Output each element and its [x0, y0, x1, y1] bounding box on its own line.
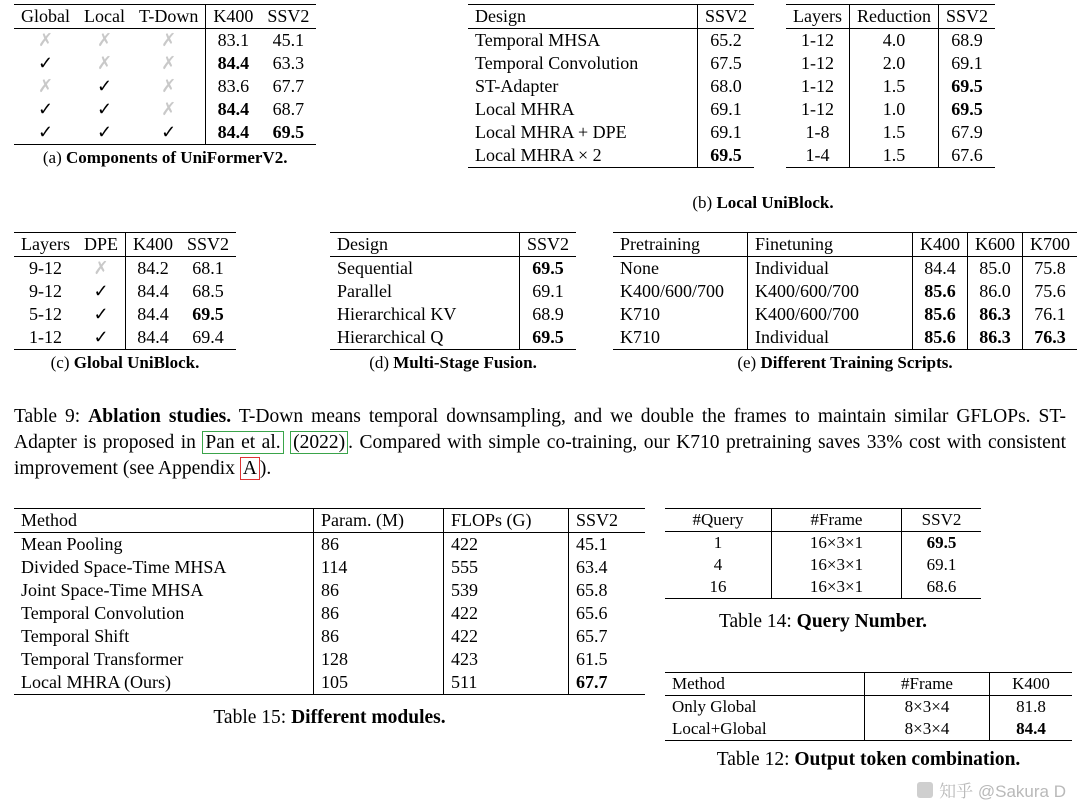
table-row: [665, 576, 981, 599]
cell-global: ✓: [37, 99, 54, 119]
cell-query: 1: [713, 533, 723, 552]
cell-reduction: 2.0: [849, 52, 938, 75]
table-row: [468, 52, 754, 75]
cell-local: ✓: [96, 76, 113, 96]
cell-ssv2: 63.4: [569, 556, 646, 579]
col-k600: K600: [968, 233, 1023, 257]
cell-k700: 75.6: [1023, 280, 1078, 303]
table-row: [14, 280, 236, 303]
caption-text: Local UniBlock.: [716, 193, 834, 212]
table-row: [786, 75, 995, 98]
cell-k400: 81.8: [990, 696, 1073, 719]
caption-text: Output token combination.: [794, 749, 1021, 770]
cell-ssv2: 68.5: [192, 281, 224, 301]
cell-finetuning: K400/600/700: [748, 303, 913, 326]
cell-reduction: 4.0: [849, 29, 938, 53]
table9-title: Ablation studies.: [88, 406, 232, 427]
col-k400: K400: [126, 233, 181, 257]
col-local: Local: [77, 5, 132, 29]
cell-frame: 16×3×1: [772, 554, 902, 576]
cell-layers: 9-12: [28, 258, 62, 278]
cell-ssv2: 69.5: [520, 326, 577, 350]
cell-flops: 555: [444, 556, 569, 579]
caption-output-token: [665, 749, 1072, 771]
caption-multi-stage-fusion: [330, 353, 576, 373]
col-tdown: T-Down: [132, 5, 206, 29]
cell-ssv2: 69.1: [938, 52, 995, 75]
table-query-number: [665, 508, 981, 633]
table-row: [14, 303, 236, 326]
cell-k400: 84.4: [206, 98, 261, 121]
cell-dpe: ✓: [93, 304, 109, 324]
cell-flops: 422: [444, 625, 569, 648]
appendix-link-a[interactable]: A: [240, 457, 260, 480]
citation-link-year[interactable]: (2022): [290, 431, 348, 454]
cell-k400: 83.1: [206, 29, 261, 53]
cell-local: ✓: [96, 99, 113, 119]
table-row: [14, 52, 316, 75]
cell-pretraining: K400/600/700: [620, 281, 725, 301]
cell-finetuning: Individual: [748, 257, 913, 281]
cell-layers: 1-12: [800, 99, 834, 119]
col-design: Design: [330, 233, 520, 257]
table-row: [665, 532, 981, 555]
table-row: [330, 280, 576, 303]
col-ssv2: SSV2: [569, 509, 646, 533]
cell-k400: 85.6: [913, 303, 968, 326]
table-header-row: [786, 5, 995, 29]
cell-local: ✗: [96, 53, 113, 73]
caption-modules: [14, 707, 645, 729]
cell-ssv2: 68.1: [192, 258, 224, 278]
cell-flops: 539: [444, 579, 569, 602]
cell-design: Hierarchical Q: [330, 326, 520, 350]
cell-ssv2: 69.1: [698, 98, 755, 121]
caption-text: Global UniBlock.: [73, 353, 200, 372]
cell-reduction: 1.5: [849, 144, 938, 168]
cell-ssv2: 65.7: [569, 625, 646, 648]
table-row: [14, 579, 645, 602]
col-ssv2: SSV2: [260, 5, 316, 29]
caption-text: Different Training Scripts.: [760, 353, 953, 372]
col-pretraining: Pretraining: [613, 233, 748, 257]
cell-ssv2: 67.7: [272, 76, 305, 96]
cell-reduction: 1.0: [849, 98, 938, 121]
cell-k400: 84.4: [206, 52, 261, 75]
cell-flops: 422: [444, 533, 569, 557]
table-local-uniblock: [468, 4, 754, 168]
cell-layers: 1-12: [800, 30, 834, 50]
table-row: [14, 257, 236, 281]
table-training-scripts: [613, 232, 1077, 373]
col-ssv2: SSV2: [698, 5, 755, 29]
table-row: [665, 718, 1072, 741]
cell-ssv2: 68.9: [938, 29, 995, 53]
citation-link-pan[interactable]: Pan et al.: [202, 431, 283, 454]
cell-param: 86: [314, 602, 444, 625]
table-header-row: [613, 233, 1077, 257]
table-row: [468, 144, 754, 168]
cell-k400: 84.4: [126, 280, 181, 303]
table-row: [786, 121, 995, 144]
caption-label: (e): [737, 353, 757, 372]
cell-tdown: ✓: [132, 121, 206, 145]
table-header-row: [468, 5, 754, 29]
col-frame: #Frame: [772, 509, 902, 532]
table-header-row: [330, 233, 576, 257]
cell-design: Parallel: [337, 281, 392, 301]
table-row: [14, 326, 236, 350]
cell-design: Hierarchical KV: [337, 304, 457, 324]
caption-label: (d): [369, 353, 390, 372]
table-header-row: [665, 509, 981, 532]
cell-ssv2: 68.7: [272, 99, 305, 119]
col-k400: K400: [206, 5, 261, 29]
table-components: [14, 4, 316, 168]
cell-pretraining: K710: [620, 304, 660, 324]
cell-design: Temporal MHSA: [475, 30, 601, 50]
cell-ssv2: 69.5: [260, 121, 316, 145]
cell-method: Divided Space-Time MHSA: [21, 557, 227, 577]
col-method: Method: [665, 673, 865, 696]
table-row: [468, 98, 754, 121]
col-param: Param. (M): [314, 509, 444, 533]
table-row: [786, 98, 995, 121]
table-global-uniblock: [14, 232, 236, 373]
watermark-text: 知乎 @Sakura D: [939, 782, 1066, 801]
table-row: [786, 144, 995, 168]
watermark: [917, 777, 1066, 802]
cell-ssv2: 69.5: [520, 257, 577, 281]
col-design: Design: [468, 5, 698, 29]
cell-ssv2: 45.1: [569, 533, 646, 557]
cell-frame: 8×3×4: [865, 696, 990, 719]
caption-text: Query Number.: [796, 611, 928, 632]
col-ssv2: SSV2: [938, 5, 995, 29]
table9-text-part2: . Compared with simple co-training, our K710 pretraining saves 33% cost with consistent improvement (see Appendix: [14, 432, 1066, 479]
col-query: #Query: [665, 509, 772, 532]
caption-local-uniblock: [468, 193, 1058, 213]
cell-param: 86: [314, 579, 444, 602]
table-header-row: [665, 673, 1072, 696]
caption-label: Table 14:: [718, 611, 792, 632]
table-multi-stage-fusion: [330, 232, 576, 373]
col-finetuning: Finetuning: [748, 233, 913, 257]
cell-dpe: ✗: [93, 258, 109, 278]
table-row: [786, 29, 995, 53]
cell-k400: 84.2: [126, 257, 181, 281]
table-header-row: [14, 509, 645, 533]
cell-global: ✓: [37, 53, 54, 73]
cell-design: Local MHRA: [475, 99, 575, 119]
caption-text: Components of UniFormerV2.: [66, 148, 288, 167]
cell-method: Temporal Shift: [21, 626, 130, 646]
cell-ssv2: 65.6: [569, 602, 646, 625]
col-dpe: DPE: [77, 233, 126, 257]
cell-param: 86: [314, 625, 444, 648]
table-row: [14, 75, 316, 98]
table-layers-reduction: [786, 4, 995, 168]
col-frame: #Frame: [865, 673, 990, 696]
cell-layers: 1-12: [800, 53, 834, 73]
table-row: [330, 326, 576, 350]
cell-k400: 85.6: [913, 326, 968, 350]
col-k700: K700: [1023, 233, 1078, 257]
cell-layers: 1-8: [805, 122, 830, 142]
caption-text: Different modules.: [291, 707, 446, 728]
table-row: [613, 303, 1077, 326]
cell-ssv2: 67.5: [698, 52, 755, 75]
cell-local: ✗: [96, 30, 113, 50]
caption-label: (a): [42, 148, 62, 167]
cell-ssv2: 67.6: [938, 144, 995, 168]
caption-text: Multi-Stage Fusion.: [393, 353, 537, 372]
cell-k400: 84.4: [126, 326, 181, 350]
table-header-row: [14, 5, 316, 29]
cell-ssv2: 69.5: [698, 144, 755, 168]
cell-k600: 86.3: [968, 303, 1023, 326]
cell-ssv2: 67.9: [938, 121, 995, 144]
table-row: [14, 625, 645, 648]
cell-design: Sequential: [337, 258, 413, 278]
cell-design: Temporal Convolution: [475, 53, 639, 73]
col-k400: K400: [913, 233, 968, 257]
cell-ssv2: 69.5: [192, 304, 224, 324]
cell-reduction: 1.5: [849, 75, 938, 98]
cell-query: 16: [665, 576, 772, 599]
cell-k400: 84.4: [126, 303, 181, 326]
table-row: [613, 280, 1077, 303]
cell-k400: 84.4: [913, 257, 968, 281]
cell-ssv2: 68.9: [520, 303, 577, 326]
cell-k600: 86.0: [968, 280, 1023, 303]
watermark-logo-icon: [917, 782, 933, 798]
table-row: [14, 648, 645, 671]
table-row: [14, 556, 645, 579]
cell-k600: 86.3: [968, 326, 1023, 350]
cell-k400: 83.6: [206, 75, 261, 98]
cell-design: ST-Adapter: [475, 76, 559, 96]
cell-ssv2: 69.5: [902, 532, 982, 555]
cell-tdown: ✗: [161, 30, 177, 50]
cell-layers: 1-4: [786, 144, 849, 168]
cell-local: ✓: [77, 121, 132, 145]
cell-pretraining: None: [620, 258, 659, 278]
table-row: [14, 671, 645, 695]
cell-param: 86: [314, 533, 444, 557]
cell-method: Only Global: [672, 697, 757, 716]
col-flops: FLOPs (G): [444, 509, 569, 533]
col-layers: Layers: [14, 233, 77, 257]
col-reduction: Reduction: [849, 5, 938, 29]
cell-k700: 76.1: [1023, 303, 1078, 326]
caption-query-number: [665, 611, 981, 633]
cell-design: Local MHRA × 2: [468, 144, 698, 168]
cell-global: ✗: [37, 76, 54, 96]
cell-dpe: ✓: [77, 326, 126, 350]
cell-method: Mean Pooling: [21, 534, 123, 554]
cell-flops: 423: [444, 648, 569, 671]
cell-k400: 84.4: [990, 718, 1073, 741]
col-method: Method: [14, 509, 314, 533]
caption-global-uniblock: [14, 353, 236, 373]
table-row: [665, 696, 1072, 719]
cell-global: ✓: [14, 121, 77, 145]
caption-components: [14, 148, 316, 168]
table-row: [613, 326, 1077, 350]
cell-frame: 16×3×1: [772, 532, 902, 555]
col-k400: K400: [990, 673, 1073, 696]
table9-label: Table 9:: [14, 406, 81, 427]
cell-method: Local+Global: [665, 718, 865, 741]
cell-query: 4: [713, 555, 723, 574]
cell-ssv2: 69.4: [180, 326, 236, 350]
cell-ssv2: 69.5: [938, 98, 995, 121]
cell-layers: 1-12: [14, 326, 77, 350]
table9-text-part3: ).: [259, 458, 272, 479]
table-modules: [14, 508, 645, 729]
cell-k700: 75.8: [1023, 257, 1078, 281]
table-row: [330, 303, 576, 326]
caption-label: (c): [50, 353, 70, 372]
cell-layers: 9-12: [28, 281, 62, 301]
cell-design: Local MHRA + DPE: [475, 122, 627, 142]
cell-ssv2: 67.7: [569, 671, 646, 695]
cell-method: Joint Space-Time MHSA: [21, 580, 204, 600]
cell-frame: 8×3×4: [865, 718, 990, 741]
cell-method: Temporal Convolution: [21, 603, 185, 623]
cell-k600: 85.0: [968, 257, 1023, 281]
col-ssv2: SSV2: [902, 509, 982, 532]
table-row: [14, 533, 645, 557]
cell-method: Temporal Transformer: [21, 649, 184, 669]
cell-layers: 1-12: [800, 76, 834, 96]
table-row: [468, 29, 754, 53]
cell-dpe: ✓: [93, 281, 109, 301]
cell-ssv2: 61.5: [569, 648, 646, 671]
cell-param: 105: [314, 671, 444, 695]
table-row: [14, 602, 645, 625]
table-row: [786, 52, 995, 75]
table-output-token: [665, 672, 1072, 771]
cell-tdown: ✗: [161, 76, 177, 96]
cell-pretraining: K710: [613, 326, 748, 350]
cell-ssv2: 69.1: [520, 280, 577, 303]
cell-k400: 84.4: [206, 121, 261, 145]
cell-flops: 511: [444, 671, 569, 695]
table-header-row: [14, 233, 236, 257]
table-row: [665, 554, 981, 576]
table-row: [330, 257, 576, 281]
cell-ssv2: 69.5: [938, 75, 995, 98]
cell-tdown: ✗: [161, 99, 177, 119]
cell-param: 114: [314, 556, 444, 579]
caption-training-scripts: [613, 353, 1077, 373]
table-row: [14, 98, 316, 121]
cell-method: Local MHRA (Ours): [14, 671, 314, 695]
table-row: [613, 257, 1077, 281]
table-row: [14, 29, 316, 53]
col-ssv2: SSV2: [520, 233, 577, 257]
col-global: Global: [14, 5, 77, 29]
cell-frame: 16×3×1: [772, 576, 902, 599]
cell-layers: 5-12: [28, 304, 62, 324]
cell-flops: 422: [444, 602, 569, 625]
cell-reduction: 1.5: [849, 121, 938, 144]
table9-text-part1: T-Down means temporal downsampling, and we double the frames to maintain similar GFLOPs. ST-Adapter is proposed in: [14, 406, 1067, 453]
cell-ssv2: 68.0: [698, 75, 755, 98]
cell-ssv2: 65.2: [698, 29, 755, 53]
cell-ssv2: 63.3: [272, 53, 305, 73]
cell-ssv2: 45.1: [272, 30, 305, 50]
table-row: [468, 121, 754, 144]
cell-ssv2: 68.6: [902, 576, 982, 599]
cell-ssv2: 69.1: [698, 121, 755, 144]
table9-caption: [14, 404, 1066, 482]
cell-global: ✗: [37, 30, 54, 50]
caption-label: (b): [692, 193, 713, 212]
cell-k400: 85.6: [913, 280, 968, 303]
cell-param: 128: [314, 648, 444, 671]
table-row: [468, 75, 754, 98]
col-layers: Layers: [786, 5, 849, 29]
cell-k700: 76.3: [1023, 326, 1078, 350]
cell-tdown: ✗: [161, 53, 177, 73]
cell-finetuning: K400/600/700: [748, 280, 913, 303]
caption-label: Table 12:: [716, 749, 790, 770]
cell-finetuning: Individual: [748, 326, 913, 350]
col-ssv2: SSV2: [180, 233, 236, 257]
cell-ssv2: 65.8: [569, 579, 646, 602]
table-row: [14, 121, 316, 145]
caption-label: Table 15:: [213, 707, 287, 728]
cell-ssv2: 69.1: [902, 554, 982, 576]
